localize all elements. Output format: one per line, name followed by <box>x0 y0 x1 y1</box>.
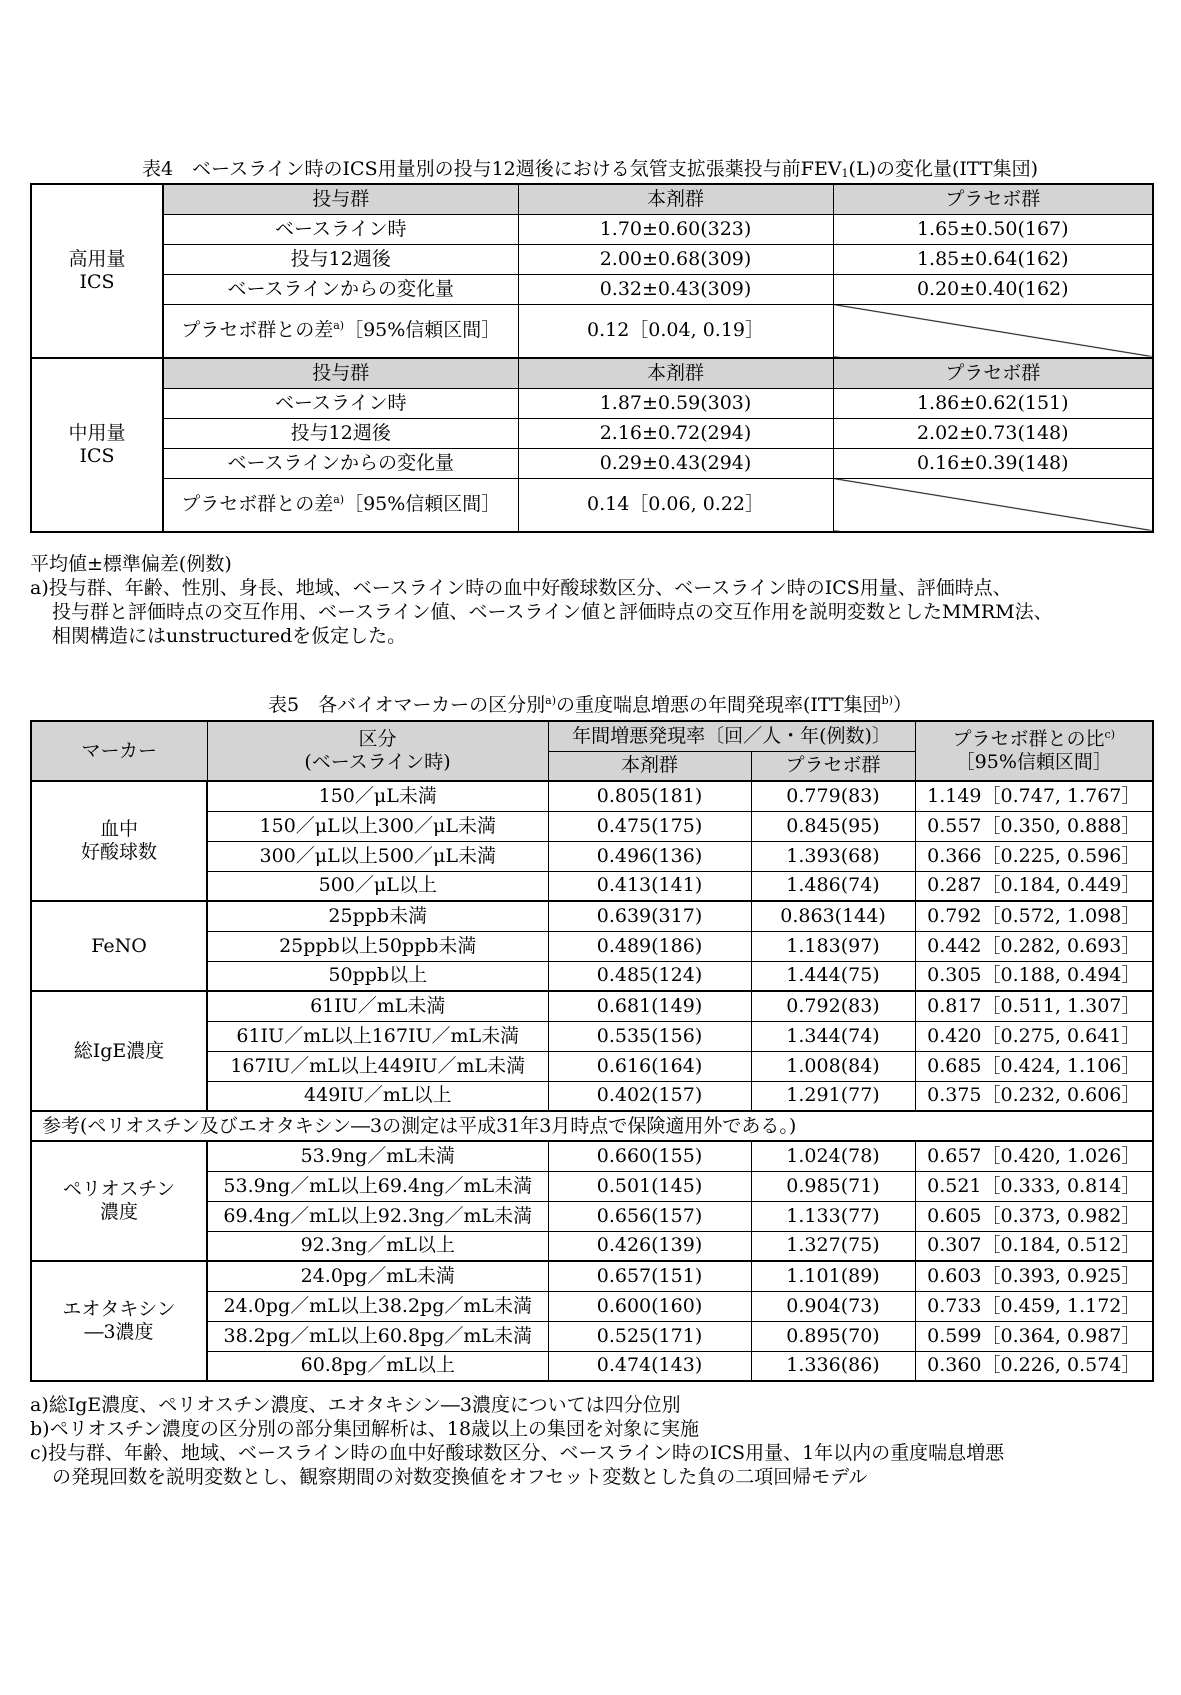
table4: 高用量 ICS 投与群 本剤群 プラセボ群 ベースライン時 1.70±0.60(323) 1.65±0.50(167) 投与12週後 2.00±0.68(309) 1.85±0.64(162) ベースラインからの変化量 0.32±0.43(309) 0.20±0.40(162) プラセボ群との差$^{a)}$［95%信頼区間］ 0.12［0.04, 0.19］ 中用量 ICS 投与群 本剤群 プラセボ群 ベースライン時 1.87±0.59(303) 1.86±0.62(151) 投与12週後 2.16±0.72(294) 2.02±0.73(148) ベースラインからの変化量 0.29±0.43(294) 0.16±0.39(148) プラセボ群との差$^{a)}$［95%信頼区間］ 0.14［0.06, 0.22］ <box>30 183 1154 533</box>
table4-diff-label: プラセボ群との差$^{a)}$［95%信頼区間］ <box>163 304 518 358</box>
table-row: 38.2pg／mL以上60.8pg／mL未満 0.525(171) 0.895(70) 0.599［0.364, 0.987］ <box>31 1321 1153 1351</box>
table4-empty-cell <box>833 304 1153 358</box>
table5-group-label: FeNO <box>31 901 207 991</box>
table-row: 500／μL以上 0.413(141) 1.486(74) 0.287［0.184, 0.449］ <box>31 871 1153 901</box>
table5-header-rate: 年間増悪発現率〔回／人・年(例数)〕 <box>548 721 915 751</box>
table-row: 449IU／mL以上 0.402(157) 1.291(77) 0.375［0.232, 0.606］ <box>31 1081 1153 1111</box>
table-row: 150／μL以上300／μL未満 0.475(175) 0.845(95) 0.557［0.350, 0.888］ <box>31 811 1153 841</box>
table5-group-label: ペリオスチン 濃度 <box>31 1141 207 1261</box>
table-row: ベースライン時 1.70±0.60(323) 1.65±0.50(167) <box>31 214 1153 244</box>
table-row: エオタキシン ―3濃度 24.0pg／mL未満 0.657(151) 1.101(89) 0.603［0.393, 0.925］ <box>31 1261 1153 1291</box>
table5-notes: a)総IgE濃度、ペリオスチン濃度、エオタキシン―3濃度については四分位別 b)ペリオスチン濃度の区分別の部分集団解析は、18歳以上の集団を対象に実施 c)投与群、年齢、地域、ベースライン時の血中好酸球数区分、ベースライン時のICS用量、1年以内の重度喘息増悪 の発現回数を説明変数とし、観察期間の対数変換値をオフセット変数とした負の二項回帰モデル <box>30 1394 1005 1488</box>
table-row: 300／μL以上500／μL未満 0.496(136) 1.393(68) 0.366［0.225, 0.596］ <box>31 841 1153 871</box>
table-row: 53.9ng／mL以上69.4ng／mL未満 0.501(145) 0.985(71) 0.521［0.333, 0.814］ <box>31 1171 1153 1201</box>
table-row: 61IU／mL以上167IU／mL未満 0.535(156) 1.344(74) 0.420［0.275, 0.641］ <box>31 1021 1153 1051</box>
table-row: 167IU／mL以上449IU／mL未満 0.616(164) 1.008(84) 0.685［0.424, 1.106］ <box>31 1051 1153 1081</box>
table-row: 24.0pg／mL以上38.2pg／mL未満 0.600(160) 0.904(73) 0.733［0.459, 1.172］ <box>31 1291 1153 1321</box>
table-row: ベースライン時 1.87±0.59(303) 1.86±0.62(151) <box>31 388 1153 418</box>
table-row: プラセボ群との差$^{a)}$［95%信頼区間］ 0.14［0.06, 0.22］ <box>31 478 1153 532</box>
table4-header-drug: 本剤群 <box>518 184 833 214</box>
table5-group-label: 総IgE濃度 <box>31 991 207 1111</box>
table-row: FeNO 25ppb未満 0.639(317) 0.863(144) 0.792［0.572, 1.098］ <box>31 901 1153 931</box>
table-row: ベースラインからの変化量 0.29±0.43(294) 0.16±0.39(148) <box>31 448 1153 478</box>
table-row: 25ppb以上50ppb未満 0.489(186) 1.183(97) 0.442［0.282, 0.693］ <box>31 931 1153 961</box>
table5-group-label: エオタキシン ―3濃度 <box>31 1261 207 1381</box>
table-row: 総IgE濃度 61IU／mL未満 0.681(149) 0.792(83) 0.817［0.511, 1.307］ <box>31 991 1153 1021</box>
table5-reference-row: 参考(ペリオスチン及びエオタキシン―3の測定は平成31年3月時点で保険適用外である。) <box>31 1111 1153 1141</box>
table-row: プラセボ群との差$^{a)}$［95%信頼区間］ 0.12［0.04, 0.19］ <box>31 304 1153 358</box>
table4-empty-cell <box>833 478 1153 532</box>
table-row: 69.4ng／mL以上92.3ng／mL未満 0.656(157) 1.133(77) 0.605［0.373, 0.982］ <box>31 1201 1153 1231</box>
table-row: 92.3ng／mL以上 0.426(139) 1.327(75) 0.307［0.184, 0.512］ <box>31 1231 1153 1261</box>
table4-notes: 平均値±標準偏差(例数) a)投与群、年齢、性別、身長、地域、ベースライン時の血中好酸球数区分、ベースライン時のICS用量、評価時点、 投与群と評価時点の交互作用、ベースライン値、ベースライン値と評価時点の交互作用を説明変数としたMMRM法、 相関構造にはunstructuredを仮定した。 <box>30 553 1053 647</box>
table4-header-col1: 投与群 <box>163 184 518 214</box>
table-row: ベースラインからの変化量 0.32±0.43(309) 0.20±0.40(162) <box>31 274 1153 304</box>
table5-header-placebo: プラセボ群 <box>751 751 915 781</box>
table4-group-label: 高用量 ICS <box>31 184 163 358</box>
table5-header-category: 区分 (ベースライン時) <box>207 721 548 781</box>
table-row: 投与12週後 2.00±0.68(309) 1.85±0.64(162) <box>31 244 1153 274</box>
table5-header-drug: 本剤群 <box>548 751 751 781</box>
table-row: 50ppb以上 0.485(124) 1.444(75) 0.305［0.188, 0.494］ <box>31 961 1153 991</box>
table-row: 血中 好酸球数 150／μL未満 0.805(181) 0.779(83) 1.149［0.747, 1.767］ <box>31 781 1153 811</box>
table5-group-label: 血中 好酸球数 <box>31 781 207 901</box>
table5-header-marker: マーカー <box>31 721 207 781</box>
table-row: 60.8pg／mL以上 0.474(143) 1.336(86) 0.360［0.226, 0.574］ <box>31 1351 1153 1381</box>
table5 <box>30 720 1154 1382</box>
table4-diff-label: プラセボ群との差$^{a)}$［95%信頼区間］ <box>163 478 518 532</box>
table5-header-ratio: プラセボ群との比$^{c)}$ ［95%信頼区間］ <box>915 721 1153 781</box>
table-row: ペリオスチン 濃度 53.9ng／mL未満 0.660(155) 1.024(78) 0.657［0.420, 1.026］ <box>31 1141 1153 1171</box>
table-row: 投与12週後 2.16±0.72(294) 2.02±0.73(148) <box>31 418 1153 448</box>
table4-header-placebo: プラセボ群 <box>833 184 1153 214</box>
table4-group-label: 中用量 ICS <box>31 358 163 532</box>
table4-caption: 表4 ベースライン時のICS用量別の投与12週後における気管支拡張薬投与前$FEV_1(L)$の変化量(ITT集団) <box>141 158 1039 180</box>
table5-caption: 表5 各バイオマーカーの区分別$^{a)}$の重度喘息増悪の年間発現率(ITT集団$^{b)}$） <box>268 694 912 716</box>
